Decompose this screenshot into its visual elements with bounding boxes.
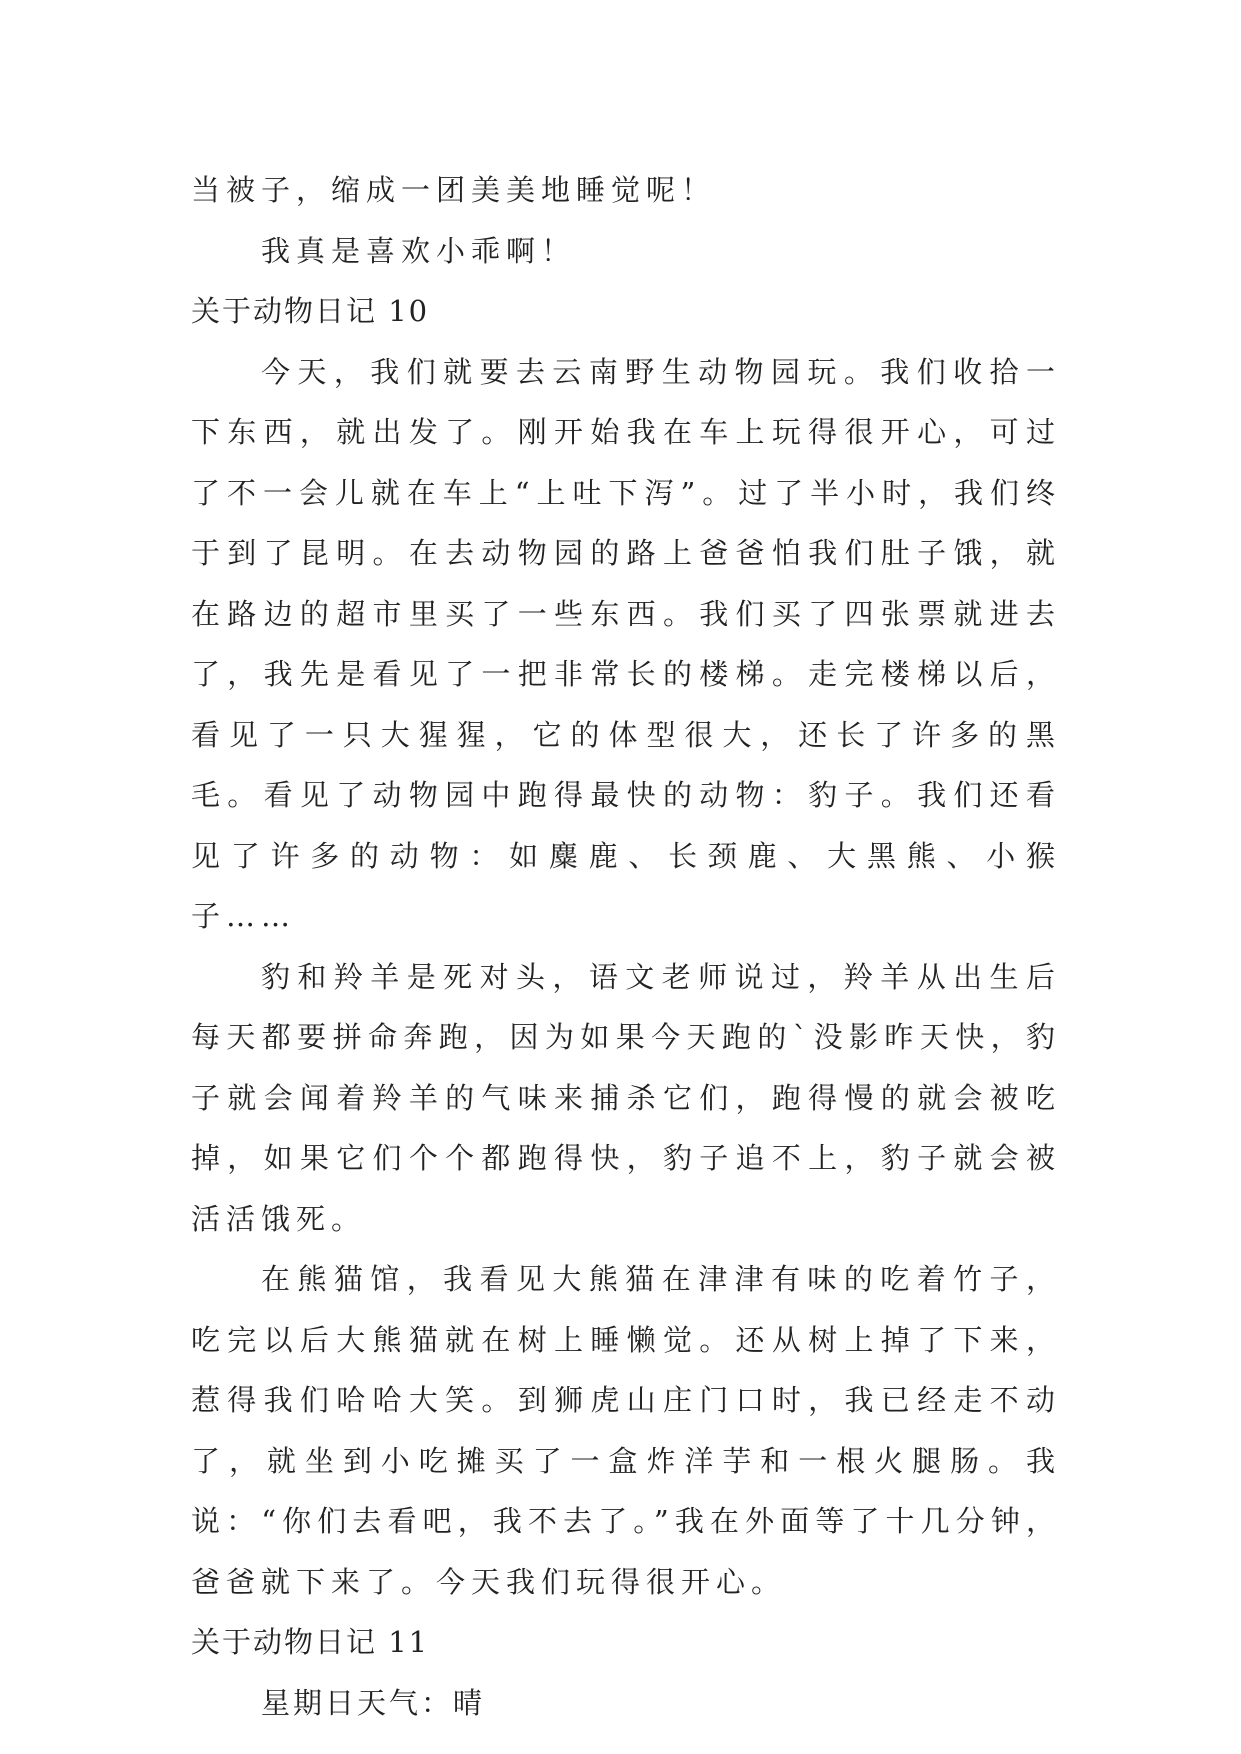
section-heading: 关于动物日记 10 [191, 294, 430, 328]
section-heading: 关于动物日记 11 [191, 1625, 430, 1659]
paragraph: 今天，我们就要去云南野生动物园玩。我们收拾一下东西，就出发了。刚开始我在车上玩得很开心，可过了不一会儿就在车上“上吐下泻”。过了半小时，我们终于到了昆明。在去动物园的路上爸爸怕我们肚子饿，就在路边的超市里买了一些东西。我们买了四张票就进去了，我先是看见了一把非常长的楼梯。走完楼梯以后，看见了一只大猩猩，它的体型很大，还长了许多的黑毛。看见了动物园中跑得最快的动物：豹子。我们还看见了许多的动物：如麋鹿、长颈鹿、大黑熊、小猴子…… [191, 354, 1061, 933]
paragraph: 我真是喜欢小乖啊！ [261, 233, 577, 268]
paragraph: 星期日天气：晴 [261, 1685, 486, 1720]
document-page [191, 160, 1061, 1733]
paragraph: 豹和羚羊是死对头，语文老师说过，羚羊从出生后每天都要拼命奔跑，因为如果今天跑的`没影昨天快，豹子就会闻着羚羊的气味来捕杀它们，跑得慢的就会被吃掉，如果它们个个都跑得快，豹子追不上，豹子就会被活活饿死。 [191, 959, 1061, 1236]
paragraph-continued: 当被子，缩成一团美美地睡觉呢！ [191, 173, 717, 207]
paragraph: 在熊猫馆，我看见大熊猫在津津有味的吃着竹子，吃完以后大熊猫就在树上睡懒觉。还从树上掉了下来，惹得我们哈哈大笑。到狮虎山庄门口时，我已经走不动了，就坐到小吃摊买了一盒炸洋芋和一根火腿肠。我说：“你们去看吧，我不去了。”我在外面等了十几分钟，爸爸就下来了。今天我们玩得很开心。 [191, 1262, 1061, 1599]
